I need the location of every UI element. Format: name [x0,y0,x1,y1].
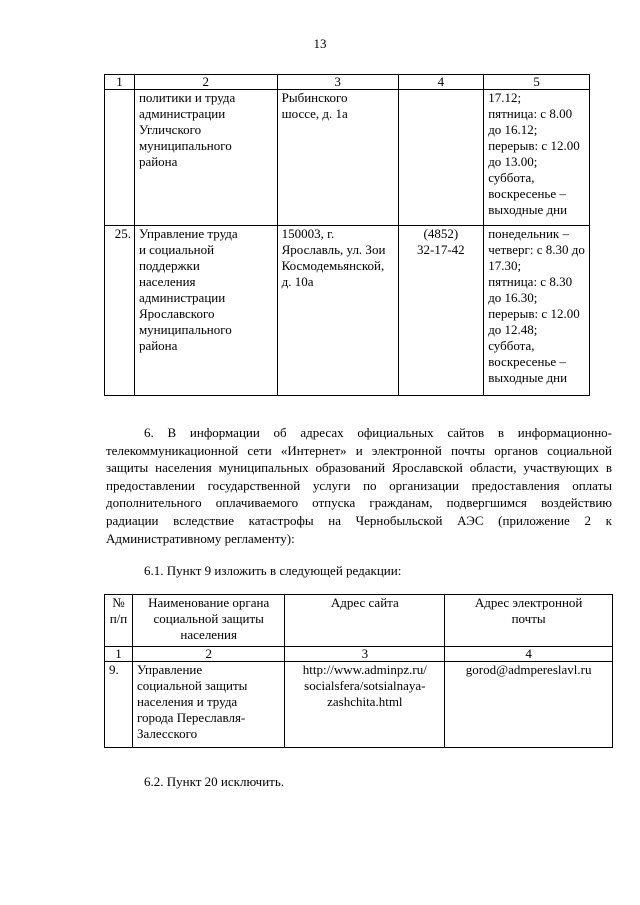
column-number: 1 [105,647,133,662]
working-hours: понедельник – четверг: с 8.30 до 17.30; пятница: с 8.30 до 16.30; перерыв: с 12.00 до 12.48; суббота, воскресенье – выходные дни [484,226,590,396]
working-hours: 17.12; пятница: с 8.00 до 16.12; перерыв: с 12.00 до 13.00; суббота, воскресенье – выходные дни [484,90,590,226]
header-website: Адрес сайта [285,595,445,647]
phone [398,90,484,226]
column-number: 5 [484,75,590,90]
website-link[interactable]: http://www.adminpz.ru/ socialsfera/sotsialnaya- zashchita.html [285,662,445,748]
row-number: 25. [105,226,135,396]
table-row [105,662,613,748]
column-number: 1 [105,75,135,90]
column-number: 2 [134,75,277,90]
table-header-row [105,595,613,647]
table-row [105,226,590,396]
paragraph-6: 6. В информации об адресах официальных сайтов в информационно-телекоммуникационной сети «Интернет» и электронной почты органов социальной защиты населения муниципальных образований Ярославской области, участвующих в предоставлении государственной услуги по организации предоставления оплаты дополнительного оплачиваемого отпуска гражданам, подвергшимся воздействию радиации вследствие катастрофы на Чернобыльской АЭС (приложение 2 к Административному регламенту): [106,425,612,546]
column-number: 3 [285,647,445,662]
column-number: 4 [445,647,613,662]
organization-name: Управление труда и социальной поддержки населения администрации Ярославского муниципального района [134,226,277,396]
paragraph-6-2: 6.2. Пункт 20 исключить. [144,774,285,789]
address: 150003, г. Ярославль, ул. Зои Космодемьянской, д. 10а [277,226,398,396]
row-number: 9. [105,662,133,748]
table-numbering-row [105,647,613,662]
websites-table [104,594,613,748]
organization-name: Управление социальной защиты населения и труда города Переславля- Залесского [132,662,285,748]
address: Рыбинского шоссе, д. 1а [277,90,398,226]
phone: (4852) 32-17-42 [398,226,484,396]
column-number: 4 [398,75,484,90]
page-number: 13 [313,36,327,51]
organization-name: политики и труда администрации Угличского муниципального района [134,90,277,226]
row-number [105,90,135,226]
header-email: Адрес электронной почты [445,595,613,647]
table-row [105,90,590,226]
offices-hours-table [104,74,590,396]
column-number: 2 [132,647,285,662]
column-number: 3 [277,75,398,90]
email-link[interactable]: gorod@admpereslavl.ru [445,662,613,748]
paragraph-6-1: 6.1. Пункт 9 изложить в следующей редакции: [144,563,402,578]
header-number: № п/п [105,595,133,647]
header-organization-name: Наименование органа социальной защиты населения [132,595,285,647]
table-header-row [105,75,590,90]
